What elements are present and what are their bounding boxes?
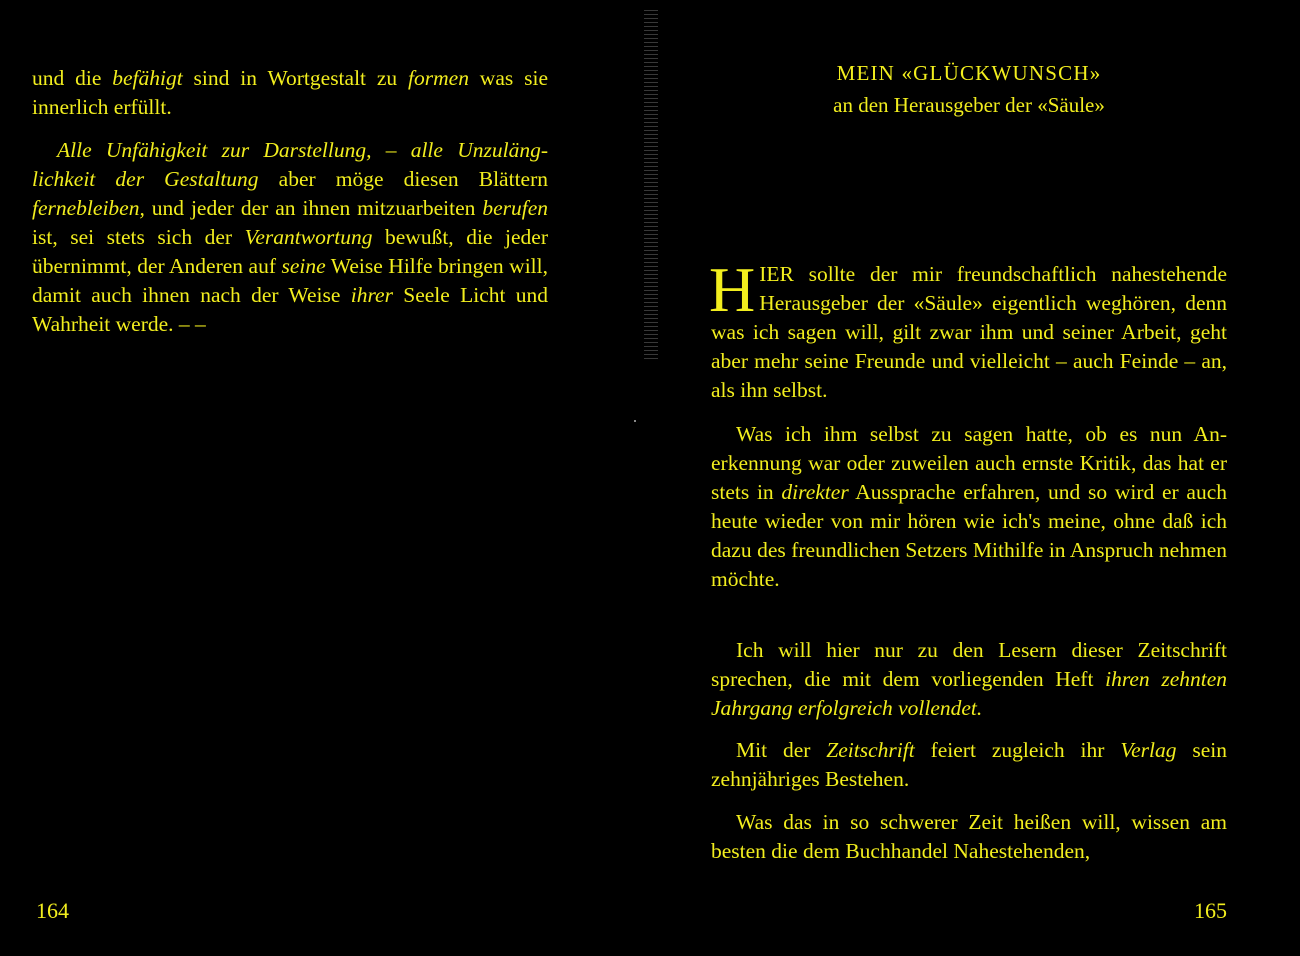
text-run: aber möge diesen Blättern — [258, 167, 548, 191]
page-number-left: 164 — [36, 898, 69, 923]
gutter-speck — [634, 420, 636, 422]
chapter-subtitle: an den Herausgeber der «Säule» — [833, 93, 1105, 117]
text-run: sein zehnjähriges Bestehen. — [711, 738, 1227, 791]
italic-text: Alle Unfähigkeit zur Darstellung, – alle Unzulänglichkeit der Gestaltung — [32, 138, 548, 191]
text-run: Weise Hilfe bringen will, damit auch ihnen nach der Weise — [32, 254, 548, 307]
left-paragraph-2 — [32, 136, 548, 339]
text-run: sind in Wortgestalt zu — [182, 66, 409, 90]
right-paragraph-2 — [711, 420, 1227, 594]
text-run: und jeder der an ihnen mitzuarbeiten — [144, 196, 483, 220]
right-page — [711, 0, 1227, 956]
italic-text: Zeitschrift — [826, 738, 915, 762]
text-run: Ich will hier nur zu den Lesern dieser Zeitschrift sprechen, die mit dem vorliegenden Heft — [711, 638, 1227, 691]
text-run: Mit der — [736, 738, 827, 762]
left-page — [32, 0, 548, 956]
right-paragraph-5 — [711, 808, 1227, 866]
italic-text: fernebleiben, — [32, 196, 145, 220]
text-run: Was ich ihm selbst zu sagen hatte, ob es nun Anerkennung war oder zuweilen auch ernste Kritik, das hat er stets in — [711, 422, 1227, 504]
book-gutter — [644, 10, 658, 360]
italic-text: formen — [408, 66, 469, 90]
text-run: was sie innerlich erfüllt. — [32, 66, 548, 119]
italic-text: befähigt — [112, 66, 183, 90]
text-run: Was das in so schwerer Zeit heißen will, wissen am besten die dem Buchhandel Nahestehenden, — [711, 810, 1227, 863]
italic-text: ihrer — [350, 283, 393, 307]
italic-text: Verlag — [1120, 738, 1177, 762]
text-run: Aussprache erfahren, und so wird er auch heute wieder von mir hören wie ich's meine, ohne daß ich dazu des freundlichen Setzers Mithilfe in Anspruch nehmen möchte. — [711, 480, 1227, 591]
italic-text: Verantwortung — [244, 225, 373, 249]
text-run: IER sollte der mir freundschaftlich nahestehende Herausgeber der «Säule» eigentlich weghören, denn was ich sagen will, gilt zwar ihm und seiner Arbeit, geht aber mehr seine Freunde und vielleicht – auch Feinde – an, als ihn selbst. — [711, 262, 1227, 402]
right-paragraph-3 — [711, 636, 1227, 723]
italic-text: berufen — [482, 196, 548, 220]
text-run: und die — [32, 66, 113, 90]
text-run: bewußt, die jeder übernimmt, der Anderen auf — [32, 225, 548, 278]
italic-text: direkter — [781, 480, 849, 504]
left-paragraph-1 — [32, 64, 548, 122]
chapter-heading — [711, 58, 1227, 122]
right-paragraph-4 — [711, 736, 1227, 794]
right-paragraph-1 — [709, 254, 1227, 405]
italic-text: seine — [281, 254, 326, 278]
chapter-title: MEIN «GLÜCKWUNSCH» — [836, 61, 1102, 85]
italic-text: ihren zehnten Jahrgang erfolgreich vollendet. — [711, 667, 1228, 720]
page-number-right: 165 — [1194, 898, 1227, 923]
text-run: ist, sei stets sich der — [32, 225, 245, 249]
right-paragraph-1-text — [709, 254, 1227, 402]
text-run: Seele Licht und Wahrheit werde. – – — [32, 283, 548, 336]
text-run: feiert zugleich ihr — [914, 738, 1121, 762]
drop-cap: H — [709, 254, 756, 325]
